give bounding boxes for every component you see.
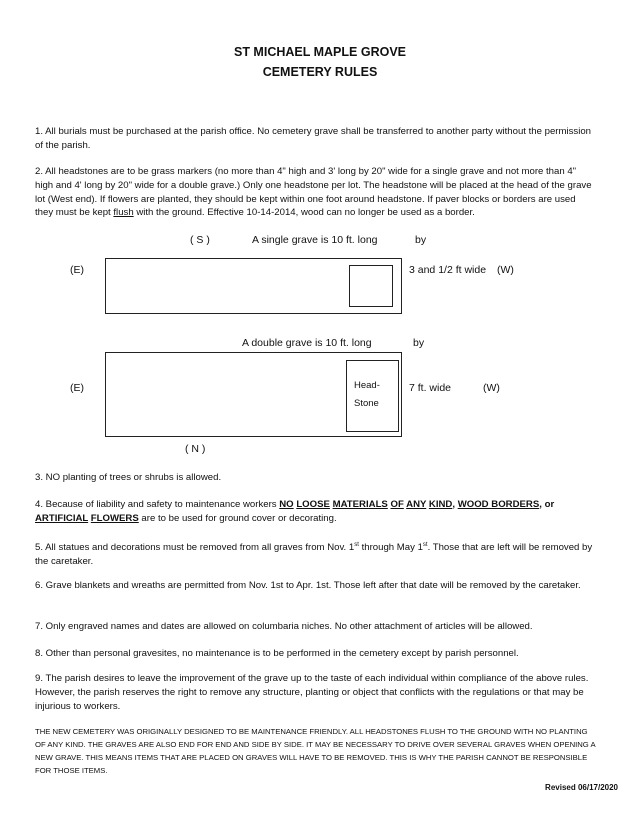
double-grave-width: 7 ft. wide — [409, 382, 452, 394]
maintenance-notice: THE NEW CEMETERY WAS ORIGINALLY DESIGNED TO BE MAINTENANCE FRIENDLY. ALL HEADSTONES FLUSH TO THE GROUND WITH NO PLANTING OF ANY KIND. THE GRAVES ARE ALSO END FOR END AND SIDE BY SIDE. IT MAY BE NECESSARY TO DRIVE OVER SEVERAL GRAVES WHEN OPENING A NEW GRAVE. THIS MEANS ITEMS THAT ARE PLACED ON GRAVES WILL HAVE TO BE REMOVED. THIS IS WHY THE PARISH CANNOT BE RESPONSIBLE FOR THOSE ITEMS. — [35, 727, 596, 775]
revised-date: Revised 06/17/2020 — [545, 783, 618, 792]
rule-2-flush: flush — [113, 207, 134, 219]
rule-5: 5. All statues and decorations must be removed from all graves from Nov. 1st through May 1st. Those that are left will be removed by the caretaker. — [35, 542, 593, 567]
south-label: ( S ) — [190, 234, 210, 246]
west-label-single: (W) — [497, 264, 514, 276]
rule-4-text-end: are to be used for ground cover or decorating. — [138, 512, 337, 524]
headstone-label-2: Stone — [354, 398, 379, 409]
double-grave-length: A double grave is 10 ft. long — [242, 337, 372, 349]
rule-8: 8. Other than personal gravesites, no maintenance is to be performed in the cemetery except by parish personnel. — [35, 648, 519, 659]
headstone-label-1: Head- — [354, 380, 380, 391]
rule-7: 7. Only engraved names and dates are allowed on columbaria niches. No other attachment of articles will be allowed. — [35, 621, 533, 632]
title-line-2: CEMETERY RULES — [262, 65, 378, 79]
rule-4 — [35, 498, 595, 526]
rule-1: 1. All burials must be purchased at the parish office. No cemetery grave shall be transferred to another party without the permission of the parish. — [35, 126, 592, 151]
single-grave-length: A single grave is 10 ft. long — [252, 234, 378, 246]
rule-9: 9. The parish desires to leave the improvement of the grave up to the taste of each individual within compliance of the above rules. However, the parish reserves the right to remove any structure, planting or object that conflicts with the regulations or that may be injurious to workers. — [35, 673, 589, 712]
rule-6: 6. Grave blankets and wreaths are permitted from Nov. 1st to Apr. 1st. Those left after that date will be removed by the caretaker. — [35, 580, 581, 591]
single-grave-width: 3 and 1/2 ft wide — [409, 264, 487, 276]
west-label-double: (W) — [483, 382, 500, 394]
east-label-single: (E) — [70, 264, 84, 276]
rule-3: 3. NO planting of trees or shrubs is allowed. — [35, 472, 222, 483]
rule-2-text: 2. All headstones are to be grass markers (no more than 4" high and 3' long by 20" wide for a single grave and not more than 4" high and 4' long by 20" wide for a double grave.) Only one headstone per lot. The headstone will be placed at the head of the grave lot (West end). If flowers are planted, they should be kept within one foot around headstone. If paver blocks or borders are used they must be kept — [35, 166, 592, 219]
single-by: by — [415, 234, 427, 246]
rule-4-text: 4. Because of liability and safety to maintenance workers — [35, 499, 280, 510]
double-by: by — [413, 337, 425, 349]
title-line-1: ST MICHAEL MAPLE GROVE — [233, 45, 406, 59]
rule-2 — [35, 165, 595, 220]
rule-2-text-end: with the ground. Effective 10-14-2014, wood can no longer be used as a border. — [133, 207, 475, 219]
north-label: ( N ) — [185, 443, 206, 455]
rule-4-emphasis: NO LOOSE MATERIALS OF ANY KIND, WOOD BORDERS, or ARTIFICIAL FLOWERS — [35, 499, 555, 524]
double-headstone-box — [346, 360, 399, 432]
single-headstone-box — [349, 265, 393, 307]
east-label-double: (E) — [70, 382, 84, 394]
